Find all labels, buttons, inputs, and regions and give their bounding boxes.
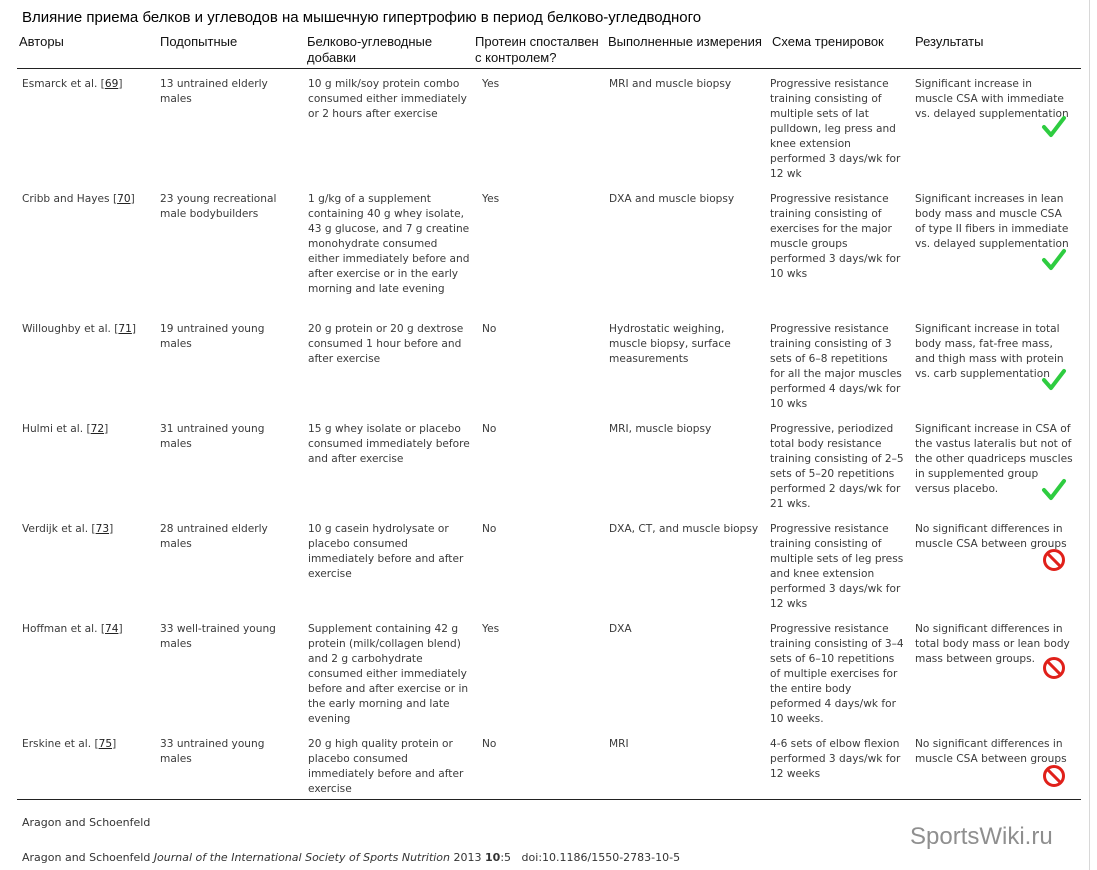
- protein-matched-cell: No: [482, 523, 497, 535]
- header-protein-matched: Протеин спосталвен с контролем?: [475, 34, 599, 65]
- author-name: Esmarck et al. [: [22, 78, 105, 90]
- author-cell: [22, 422, 157, 437]
- protein-matched-cell: Yes: [482, 623, 500, 635]
- header-rule: [17, 68, 1081, 69]
- protein-matched-cell: Yes: [482, 193, 500, 205]
- prohibited-icon: [1041, 547, 1067, 573]
- training-cell: Progressive resistance training consisting of multiple sets of leg press and knee extension performed 3 days/wk for 12 wks: [770, 523, 904, 610]
- subjects-cell: 28 untrained elderly males: [160, 523, 268, 550]
- author-cell: [22, 77, 157, 92]
- measurements-cell: DXA: [609, 623, 632, 635]
- author-cell: [22, 522, 157, 537]
- results-cell: No significant differences in total body mass or lean body mass between groups.: [915, 623, 1070, 665]
- header-authors: Авторы: [19, 34, 64, 49]
- measurements-cell: DXA, CT, and muscle biopsy: [609, 523, 759, 535]
- supplement-cell: 10 g milk/soy protein combo consumed either immediately or 2 hours after exercise: [308, 78, 467, 120]
- author-cell: [22, 737, 157, 752]
- citation-journal: Journal of the International Society of Sports Nutrition: [153, 851, 451, 864]
- author-name: Willoughby et al. [: [22, 323, 119, 335]
- results-cell: Significant increase in total body mass, fat-free mass, and thigh mass with protein vs. carb supplementation: [915, 323, 1064, 380]
- watermark: SportsWiki.ru: [910, 823, 1053, 850]
- reference-link[interactable]: 70: [117, 193, 131, 205]
- citation-year: 2013: [450, 851, 486, 864]
- check-icon: [1041, 367, 1067, 393]
- measurements-cell: MRI: [609, 738, 629, 750]
- check-icon: [1041, 477, 1067, 503]
- subjects-cell: 19 untrained young males: [160, 323, 265, 350]
- subjects-cell: 33 untrained young males: [160, 738, 265, 765]
- reference-link[interactable]: 72: [90, 423, 105, 435]
- supplement-cell: 20 g high quality protein or placebo consumed immediately before and after exercise: [308, 738, 464, 795]
- subjects-cell: 33 well-trained young males: [160, 623, 276, 650]
- supplement-cell: 20 g protein or 20 g dextrose consumed 1 hour before and after exercise: [308, 323, 464, 365]
- citation: [22, 851, 680, 864]
- header-training: Схема тренировок: [772, 34, 884, 49]
- citation-issue: :5: [500, 851, 512, 864]
- author-name: Hulmi et al. [: [22, 423, 91, 435]
- bottom-rule: [17, 799, 1081, 800]
- author-name: Erskine et al. [: [22, 738, 99, 750]
- results-cell: Significant increase in CSA of the vastus lateralis but not of the other quadriceps muscles in supplemented group versus placebo.: [915, 423, 1073, 495]
- reference-bracket: ]: [104, 423, 109, 435]
- results-cell: No significant differences in muscle CSA between groups: [915, 738, 1067, 765]
- reference-link[interactable]: 71: [118, 323, 132, 335]
- header-measurements: Выполненные измерения: [608, 34, 762, 49]
- reference-bracket: ]: [118, 623, 123, 635]
- measurements-cell: DXA and muscle biopsy: [609, 193, 735, 205]
- author-cell: [22, 622, 157, 637]
- reference-bracket: ]: [118, 78, 123, 90]
- header-supplement: Белково-углеводные добавки: [307, 34, 433, 65]
- citation-authors: Aragon and Schoenfeld: [22, 851, 154, 864]
- author-name: Verdijk et al. [: [22, 523, 96, 535]
- check-icon: [1041, 247, 1067, 273]
- table-title: Влияние приема белков и углеводов на мышечную гипертрофию в период белково-угледводного: [22, 9, 702, 26]
- author-cell: [22, 192, 157, 207]
- header-subjects: Подопытные: [160, 34, 238, 49]
- training-cell: 4-6 sets of elbow flexion performed 3 days/wk for 12 weeks: [770, 738, 901, 780]
- measurements-cell: MRI, muscle biopsy: [609, 423, 712, 435]
- reference-bracket: ]: [130, 193, 135, 205]
- author-cell: [22, 322, 157, 337]
- supplement-cell: 1 g/kg of a supplement containing 40 g whey isolate, 43 g glucose, and 7 g creatine monohydrate consumed either immediately before and after exercise or in the early morning and late evening: [308, 193, 470, 295]
- results-cell: No significant differences in muscle CSA between groups: [915, 523, 1067, 550]
- training-cell: Progressive resistance training consisting of multiple sets of lat pulldown, leg press and knee extension performed 3 days/wk for 12 wk: [770, 78, 901, 180]
- training-cell: Progressive, periodized total body resistance training consisting of 2–5 sets of 5–20 repetitions performed 2 days/wk for 21 wks.: [770, 423, 904, 510]
- supplement-cell: 15 g whey isolate or placebo consumed immediately before and after exercise: [308, 423, 470, 465]
- protein-matched-cell: Yes: [482, 78, 500, 90]
- training-cell: Progressive resistance training consisting of 3–4 sets of 6–10 repetitions of multiple exercises for the entire body peformed 4 days/wk for 10 weeks.: [770, 623, 904, 725]
- author-name: Hoffman et al. [: [22, 623, 105, 635]
- prohibited-icon: [1041, 763, 1067, 789]
- prohibited-icon: [1041, 655, 1067, 681]
- results-cell: Significant increase in muscle CSA with immediate vs. delayed supplementation: [915, 78, 1069, 120]
- reference-link[interactable]: 69: [104, 78, 119, 90]
- protein-matched-cell: No: [482, 423, 497, 435]
- reference-link[interactable]: 73: [95, 523, 110, 535]
- subjects-cell: 13 untrained elderly males: [160, 78, 268, 105]
- author-name: Cribb and Hayes [: [22, 193, 118, 205]
- supplement-cell: 10 g casein hydrolysate or placebo consumed immediately before and after exercise: [308, 523, 464, 580]
- protein-matched-cell: No: [482, 323, 497, 335]
- measurements-cell: MRI and muscle biopsy: [609, 78, 732, 90]
- training-cell: Progressive resistance training consisting of exercises for the major muscle groups performed 3 days/wk for 10 wks: [770, 193, 901, 280]
- header-results: Результаты: [915, 34, 984, 49]
- right-border: [1089, 0, 1090, 870]
- reference-link[interactable]: 74: [104, 623, 119, 635]
- measurements-cell: Hydrostatic weighing, muscle biopsy, surface measurements: [609, 323, 731, 365]
- reference-bracket: ]: [112, 738, 117, 750]
- subjects-cell: 31 untrained young males: [160, 423, 265, 450]
- training-cell: Progressive resistance training consisting of 3 sets of 6–8 repetitions for all the major muscles performed 4 days/wk for 10 wks: [770, 323, 902, 410]
- supplement-cell: Supplement containing 42 g protein (milk/collagen blend) and 2 g carbohydrate consumed either immediately before and after exercise or in the early morning and late evening: [308, 623, 469, 725]
- citation-doi: doi:10.1186/1550-2783-10-5: [521, 851, 681, 864]
- check-icon: [1041, 114, 1067, 140]
- results-cell: Significant increases in lean body mass and muscle CSA of type II fibers in immediate vs. delayed supplementation: [915, 193, 1069, 250]
- protein-matched-cell: No: [482, 738, 497, 750]
- reference-bracket: ]: [109, 523, 114, 535]
- reference-bracket: ]: [131, 323, 137, 335]
- reference-link[interactable]: 75: [98, 738, 113, 750]
- citation-volume: 10: [485, 851, 501, 864]
- attribution: Aragon and Schoenfeld: [22, 816, 151, 829]
- subjects-cell: 23 young recreational male bodybuilders: [160, 193, 277, 220]
